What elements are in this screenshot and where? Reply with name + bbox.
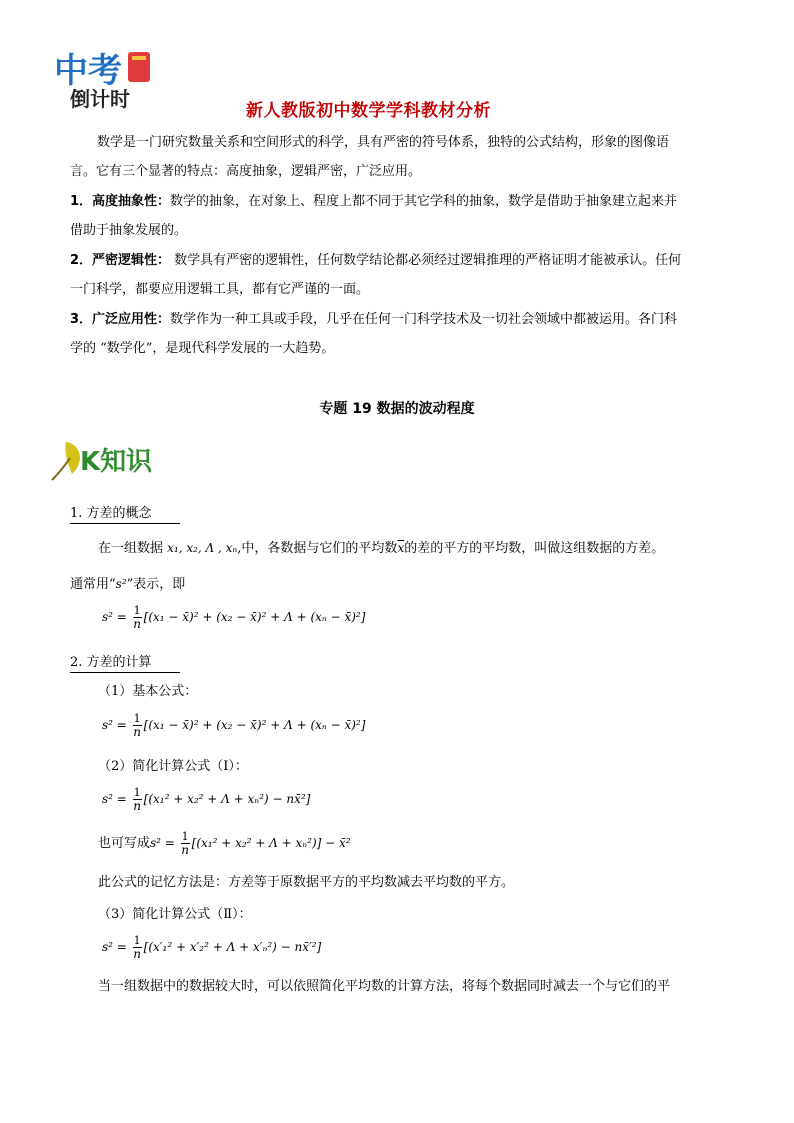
fraction-1-over-n (133, 604, 142, 631)
usage-text-a: 通常用“ (70, 577, 116, 592)
section-1-underline (70, 523, 180, 524)
simplified-1-label: （2）简化计算公式（Ⅰ）： (98, 759, 248, 774)
frac-num: 1 (133, 934, 141, 947)
frac-den: n (133, 725, 142, 739)
point-2 (70, 246, 681, 275)
point-3-label: 3．广泛应用性： (70, 312, 171, 327)
formula-body: [(x₁ − x̄)² + (x₂ − x̄)² + Λ + (xₙ − x̄)²] (143, 610, 366, 624)
point-3-line-2: 学的 “数学化”，是现代科学发展的一大趋势。 (70, 341, 335, 356)
document-title: 新人教版初中数学学科教材分析 (246, 101, 491, 121)
point-2-text: 数学具有严密的逻辑性，任何数学结论都必须经过逻辑推理的严格证明才能被承认。任何 (170, 253, 682, 268)
frac-den: n (133, 947, 142, 961)
fraction-1-over-n (133, 786, 142, 813)
logo-line2: 倒计时 (70, 87, 130, 110)
logo-line1: 中考 (54, 51, 122, 91)
topic-title: 专题 19 数据的波动程度 (319, 401, 475, 417)
formula-lhs: s² = (102, 940, 131, 954)
section-2-heading: 2. 方差的计算 (70, 655, 152, 670)
point-3-text: 数学作为一种工具或手段，几乎在任何一门科学技术及一切社会领域中都被运用。各门科 (170, 312, 678, 327)
data-variables: x₁, x₂, Λ , xₙ (167, 541, 238, 555)
formula-lhs: s² = (150, 836, 179, 850)
point-2-line-2: 一门科学，都要应用逻辑工具，都有它严谨的一面。 (70, 282, 370, 297)
knowledge-text: K知识 (80, 447, 153, 477)
frac-num: 1 (181, 830, 189, 843)
point-1-line-2: 借助于抽象发展的。 (70, 223, 188, 238)
also-write-label: 也可写成 (98, 836, 151, 851)
section-1-heading: 1. 方差的概念 (70, 506, 152, 521)
formula-body: [(x′₁² + x′₂² + Λ + x′ₙ²) − nx̄′²] (143, 940, 322, 954)
simplified-formula-1 (102, 786, 310, 813)
concept-definition (98, 534, 664, 563)
point-1-text: 数学的抽象，在对象上、程度上都不同于其它学科的抽象，数学是借助于抽象建立起来并 (170, 194, 678, 209)
point-3 (70, 305, 677, 334)
formula-body: [(x₁ − x̄)² + (x₂ − x̄)² + Λ + (xₙ − x̄)²] (143, 718, 366, 732)
memory-tip: 此公式的记忆方法是：方差等于原数据平方的平均数减去平均数的平方。 (98, 875, 515, 890)
formula-body: [(x₁² + x₂² + Λ + xₙ²) − nx̄²] (143, 792, 311, 806)
basic-formula-label: （1）基本公式： (98, 684, 198, 699)
point-2-label: 2．严密逻辑性： (70, 253, 171, 268)
intro-line-2: 言。它有三个显著的特点：高度抽象，逻辑严密，广泛应用。 (70, 164, 422, 179)
concept-text-a: 在一组数据 (98, 541, 168, 556)
fraction-1-over-n (181, 830, 190, 857)
last-paragraph-line: 当一组数据中的数据较大时，可以依照简化平均数的计算方法，将每个数据同时减去一个与它们的平 (98, 979, 671, 994)
fraction-1-over-n (133, 934, 142, 961)
simplified-2-label: （3）简化计算公式（Ⅱ）： (98, 907, 252, 922)
fraction-1-over-n (133, 712, 142, 739)
mean-symbol: $\overline{x}$ (397, 541, 405, 555)
point-1-label: 1．高度抽象性： (70, 194, 171, 209)
formula-body: [(x₁² + x₂² + Λ + xₙ²)] − x̄² (191, 836, 351, 850)
knowledge-graphic (46, 434, 186, 486)
concept-text-b: ,中，各数据与它们的平均数 (237, 541, 398, 556)
frac-num: 1 (133, 604, 141, 617)
frac-den: n (181, 843, 190, 857)
intro-line-1: 数学是一门研究数量关系和空间形式的科学，具有严密的符号体系，独特的公式结构，形象的图像语 (97, 135, 670, 150)
simplified-formula-2 (102, 934, 321, 961)
concept-text-c: 的差的平方的平均数，叫做这组数据的方差。 (404, 541, 665, 556)
variance-symbol: s² (115, 577, 127, 591)
frac-den: n (133, 799, 142, 813)
logo-graphic (52, 44, 172, 110)
exam-countdown-logo (52, 44, 172, 110)
basic-formula (102, 712, 365, 739)
frac-den: n (133, 617, 142, 631)
variance-formula (102, 604, 365, 631)
alternative-formula (98, 830, 351, 857)
concept-usage (70, 570, 185, 599)
frac-num: 1 (133, 786, 141, 799)
formula-lhs: s² = (102, 610, 131, 624)
usage-text-b: ”表示，即 (126, 577, 186, 592)
section-2-underline (70, 672, 180, 673)
formula-lhs: s² = (102, 718, 131, 732)
point-1 (70, 187, 677, 216)
frac-num: 1 (133, 712, 141, 725)
knowledge-logo (46, 434, 186, 486)
formula-lhs: s² = (102, 792, 131, 806)
